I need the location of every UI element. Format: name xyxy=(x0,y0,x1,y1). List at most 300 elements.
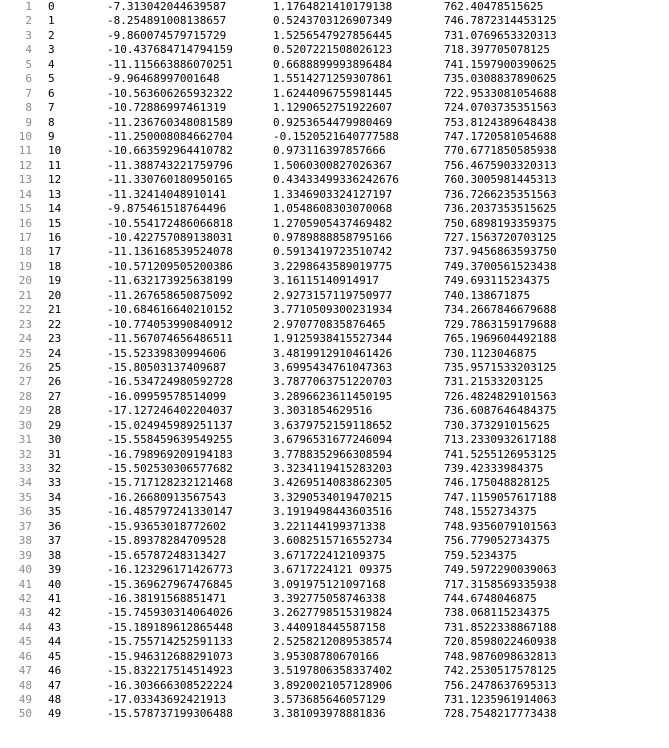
cell-col-0: 28 xyxy=(48,404,62,418)
line-number: 29 xyxy=(18,404,32,418)
cell-col-1: -9.875461518764496 xyxy=(107,202,227,216)
cell-col-2: 1.0548608303070068 xyxy=(273,202,393,216)
cell-col-0: 1 xyxy=(48,14,55,28)
cell-col-2: 3.6796531677246094 xyxy=(273,433,393,447)
cell-col-0: 35 xyxy=(48,505,62,519)
cell-col-1: -16.485797241330147 xyxy=(107,505,233,519)
cell-col-3: 718.397705078125 xyxy=(444,43,550,57)
cell-col-0: 8 xyxy=(48,115,55,129)
table-row xyxy=(0,0,669,14)
cell-col-1: -15.946312688291073 xyxy=(107,649,233,663)
cell-col-0: 32 xyxy=(48,462,62,475)
cell-col-0: 29 xyxy=(48,418,62,432)
cell-col-2: 0.9253654479980469 xyxy=(273,115,393,129)
cell-col-0: 13 xyxy=(48,187,62,201)
cell-col-1: -15.024945989251137 xyxy=(107,418,233,432)
cell-col-2: 0.6688899993896484 xyxy=(273,57,393,71)
cell-col-3: 736.7266235351563 xyxy=(444,187,557,201)
cell-col-3: 746.7872314453125 xyxy=(444,14,557,28)
table-row xyxy=(0,534,669,548)
line-number: 20 xyxy=(18,274,32,288)
cell-col-1: -16.303666308522224 xyxy=(107,678,233,692)
cell-col-3: 742.2530517578125 xyxy=(444,664,557,678)
table-row xyxy=(0,549,669,563)
cell-col-2: 1.1764821410179138 xyxy=(273,0,393,13)
table-row xyxy=(0,72,669,86)
cell-col-2: 0.5913419723510742 xyxy=(273,245,393,259)
table-row xyxy=(0,116,669,130)
cell-col-1: -11.115663886070251 xyxy=(107,57,233,71)
line-number: 10 xyxy=(18,129,32,143)
table-row xyxy=(0,188,669,202)
cell-col-0: 47 xyxy=(48,678,62,692)
cell-col-1: -15.502530306577682 xyxy=(107,462,233,475)
cell-col-2: 3.8920021057128906 xyxy=(273,678,393,692)
cell-col-3: 735.0308837890625 xyxy=(444,72,557,86)
cell-col-2: 3.95308780670166 xyxy=(273,649,379,663)
cell-col-1: -10.422757089138031 xyxy=(107,231,233,244)
cell-col-0: 34 xyxy=(48,490,62,504)
cell-col-1: -11.330760180950165 xyxy=(107,173,233,187)
line-number: 30 xyxy=(18,418,32,432)
cell-col-1: -15.89378284709528 xyxy=(107,534,227,548)
cell-col-2: 1.9125938415527344 xyxy=(273,332,393,346)
line-number: 18 xyxy=(18,245,32,259)
table-row xyxy=(0,606,669,620)
table-row xyxy=(0,231,669,245)
cell-col-3: 717.3158569335938 xyxy=(444,577,557,591)
table-row xyxy=(0,202,669,216)
table-row xyxy=(0,650,669,664)
cell-col-1: -15.189189612865448 xyxy=(107,620,233,634)
cell-col-0: 46 xyxy=(48,664,62,678)
cell-col-1: -15.578737199306488 xyxy=(107,707,233,721)
cell-col-1: -11.136168539524078 xyxy=(107,245,233,259)
cell-col-2: 3.5197806358337402 xyxy=(273,664,393,678)
line-number: 22 xyxy=(18,303,32,317)
cell-col-1: -11.632173925638199 xyxy=(107,274,233,288)
cell-col-0: 20 xyxy=(48,288,62,302)
line-number: 50 xyxy=(18,707,32,721)
line-number: 7 xyxy=(25,86,32,100)
cell-col-2: 3.4269514083862305 xyxy=(273,476,393,490)
table-row xyxy=(0,303,669,317)
cell-col-0: 39 xyxy=(48,563,62,577)
cell-col-0: 9 xyxy=(48,129,55,143)
line-number: 39 xyxy=(18,548,32,562)
cell-col-0: 43 xyxy=(48,620,62,634)
line-number: 32 xyxy=(18,447,32,461)
cell-col-0: 44 xyxy=(48,635,62,649)
cell-col-0: 0 xyxy=(48,0,55,13)
cell-col-3: 749.693115234375 xyxy=(444,274,550,288)
cell-col-2: 2.9273157119750977 xyxy=(273,288,393,302)
cell-col-0: 31 xyxy=(48,447,62,461)
cell-col-2: 2.970770835876465 xyxy=(273,317,386,331)
line-number: 49 xyxy=(18,693,32,706)
cell-col-2: 0.43433499336242676 xyxy=(273,173,399,187)
table-row xyxy=(0,707,669,721)
cell-col-2: 3.221144199371338 xyxy=(273,519,386,533)
table-row xyxy=(0,347,669,361)
cell-col-3: 722.9533081054688 xyxy=(444,86,557,100)
line-number: 24 xyxy=(18,332,32,346)
cell-col-1: -10.437684714794159 xyxy=(107,43,233,57)
cell-col-1: -15.80503137409687 xyxy=(107,360,227,374)
cell-col-1: -11.567074656486511 xyxy=(107,332,233,346)
cell-col-0: 21 xyxy=(48,303,62,317)
table-row xyxy=(0,621,669,635)
cell-col-1: -10.72886997461319 xyxy=(107,101,227,115)
cell-col-3: 760.3005981445313 xyxy=(444,173,557,187)
cell-col-2: 3.3234119415283203 xyxy=(273,462,393,475)
cell-col-1: -11.267658650875092 xyxy=(107,288,233,302)
cell-col-3: 720.8598022460938 xyxy=(444,635,557,649)
table-row xyxy=(0,87,669,101)
cell-col-1: -15.52339830994606 xyxy=(107,346,227,360)
cell-col-3: 730.1123046875 xyxy=(444,346,537,360)
cell-col-2: 1.5514271259307861 xyxy=(273,72,393,86)
line-number: 42 xyxy=(18,591,32,605)
cell-col-3: 762.40478515625 xyxy=(444,0,544,13)
line-number: 12 xyxy=(18,158,32,172)
cell-col-2: 3.091975121097168 xyxy=(273,577,386,591)
cell-col-1: -16.798969209194183 xyxy=(107,447,233,461)
table-row xyxy=(0,679,669,693)
cell-col-3: 749.5972290039063 xyxy=(444,563,557,577)
cell-col-0: 10 xyxy=(48,144,62,158)
table-row xyxy=(0,563,669,577)
cell-col-0: 17 xyxy=(48,245,62,259)
cell-col-1: -9.860074579715729 xyxy=(107,28,227,42)
cell-col-0: 27 xyxy=(48,389,62,403)
line-number: 8 xyxy=(25,101,32,115)
cell-col-1: -16.38191568851471 xyxy=(107,591,227,605)
cell-col-3: 731.1235961914063 xyxy=(444,693,557,706)
table-row xyxy=(0,58,669,72)
cell-col-0: 25 xyxy=(48,360,62,374)
table-row xyxy=(0,476,669,490)
cell-col-1: -7.313042044639587 xyxy=(107,0,227,13)
cell-col-2: 3.6379752159118652 xyxy=(273,418,393,432)
line-number: 9 xyxy=(25,115,32,129)
cell-col-3: 728.7548217773438 xyxy=(444,707,557,721)
cell-col-2: 3.392775058746338 xyxy=(273,591,386,605)
line-number: 16 xyxy=(18,216,32,230)
cell-col-0: 5 xyxy=(48,72,55,86)
cell-col-0: 14 xyxy=(48,202,62,216)
cell-col-2: 3.671722412109375 xyxy=(273,548,386,562)
cell-col-3: 747.1720581054688 xyxy=(444,129,557,143)
cell-col-2: 1.1290652751922607 xyxy=(273,101,393,115)
line-number: 45 xyxy=(18,635,32,649)
cell-col-3: 744.6748046875 xyxy=(444,591,537,605)
cell-col-0: 18 xyxy=(48,259,62,273)
cell-col-1: -15.832217514514923 xyxy=(107,664,233,678)
cell-col-1: -10.774053990840912 xyxy=(107,317,233,331)
cell-col-0: 33 xyxy=(48,476,62,490)
line-number: 17 xyxy=(18,231,32,244)
table-row xyxy=(0,375,669,389)
cell-col-2: 3.6717224121 09375 xyxy=(273,563,393,577)
cell-col-1: -15.745930314064026 xyxy=(107,606,233,620)
cell-col-1: -15.558459639549255 xyxy=(107,433,233,447)
cell-col-1: -15.717128232121468 xyxy=(107,476,233,490)
cell-col-1: -16.26680913567543 xyxy=(107,490,227,504)
cell-col-0: 3 xyxy=(48,43,55,57)
table-row xyxy=(0,390,669,404)
cell-col-2: 3.440918445587158 xyxy=(273,620,386,634)
cell-col-2: 0.973116397857666 xyxy=(273,144,386,158)
cell-col-0: 22 xyxy=(48,317,62,331)
cell-col-0: 37 xyxy=(48,534,62,548)
cell-col-1: -15.93653018772602 xyxy=(107,519,227,533)
cell-col-3: 746.175048828125 xyxy=(444,476,550,490)
line-number: 37 xyxy=(18,519,32,533)
cell-col-1: -15.369627967476845 xyxy=(107,577,233,591)
table-row xyxy=(0,332,669,346)
cell-col-3: 756.4675903320313 xyxy=(444,158,557,172)
cell-col-1: -17.127246402204037 xyxy=(107,404,233,418)
cell-col-2: 3.1919498443603516 xyxy=(273,505,393,519)
cell-col-3: 741.1597900390625 xyxy=(444,57,557,71)
line-number: 44 xyxy=(18,620,32,634)
cell-col-0: 42 xyxy=(48,606,62,620)
line-number: 27 xyxy=(18,375,32,389)
line-number: 13 xyxy=(18,173,32,187)
cell-col-2: 1.3346903324127197 xyxy=(273,187,393,201)
cell-col-0: 40 xyxy=(48,577,62,591)
cell-col-0: 23 xyxy=(48,332,62,346)
cell-col-2: 0.5243703126907349 xyxy=(273,14,393,28)
table-row xyxy=(0,43,669,57)
cell-col-1: -8.254891008138657 xyxy=(107,14,227,28)
cell-col-2: 0.5207221508026123 xyxy=(273,43,393,57)
table-row xyxy=(0,491,669,505)
line-number: 1 xyxy=(25,0,32,13)
cell-col-3: 750.6898193359375 xyxy=(444,216,557,230)
line-number: 25 xyxy=(18,346,32,360)
cell-col-3: 735.9571533203125 xyxy=(444,360,557,374)
line-number: 35 xyxy=(18,490,32,504)
line-number: 15 xyxy=(18,202,32,216)
cell-col-1: -17.03343692421913 xyxy=(107,693,227,706)
cell-col-3: 748.9356079101563 xyxy=(444,519,557,533)
cell-col-0: 24 xyxy=(48,346,62,360)
line-number: 33 xyxy=(18,462,32,475)
table-row xyxy=(0,144,669,158)
cell-col-2: 3.573685646057129 xyxy=(273,693,386,706)
cell-col-2: 3.6995434761047363 xyxy=(273,360,393,374)
cell-col-3: 724.0703735351563 xyxy=(444,101,557,115)
cell-col-2: 3.16115140914917 xyxy=(273,274,379,288)
cell-col-2: 1.6244096755981445 xyxy=(273,86,393,100)
line-number: 6 xyxy=(25,72,32,86)
table-row xyxy=(0,433,669,447)
cell-col-3: 741.5255126953125 xyxy=(444,447,557,461)
line-number: 26 xyxy=(18,360,32,374)
cell-col-3: 749.3700561523438 xyxy=(444,259,557,273)
cell-col-2: 3.2627798515319824 xyxy=(273,606,393,620)
line-number: 31 xyxy=(18,433,32,447)
cell-col-3: 713.2330932617188 xyxy=(444,433,557,447)
line-number: 19 xyxy=(18,259,32,273)
line-number: 41 xyxy=(18,577,32,591)
cell-col-1: -10.684616640210152 xyxy=(107,303,233,317)
cell-col-1: -11.388743221759796 xyxy=(107,158,233,172)
cell-col-0: 12 xyxy=(48,173,62,187)
cell-col-0: 48 xyxy=(48,693,62,706)
cell-col-1: -9.96468997001648 xyxy=(107,72,220,86)
line-number: 3 xyxy=(25,28,32,42)
table-row xyxy=(0,14,669,28)
line-number: 23 xyxy=(18,317,32,331)
line-number: 34 xyxy=(18,476,32,490)
line-number: 11 xyxy=(18,144,32,158)
cell-col-3: 727.1563720703125 xyxy=(444,231,557,244)
cell-col-3: 736.6087646484375 xyxy=(444,404,557,418)
cell-col-2: 3.6082515716552734 xyxy=(273,534,393,548)
table-row xyxy=(0,404,669,418)
cell-col-3: 748.9876098632813 xyxy=(444,649,557,663)
cell-col-3: 765.1969604492188 xyxy=(444,332,557,346)
cell-col-1: -16.534724980592728 xyxy=(107,375,233,389)
table-row xyxy=(0,289,669,303)
cell-col-2: 1.5060300827026367 xyxy=(273,158,393,172)
cell-col-0: 16 xyxy=(48,231,62,244)
line-number: 21 xyxy=(18,288,32,302)
table-row xyxy=(0,419,669,433)
cell-col-1: -15.755714252591133 xyxy=(107,635,233,649)
table-row xyxy=(0,318,669,332)
cell-col-1: -11.236760348081589 xyxy=(107,115,233,129)
table-row xyxy=(0,592,669,606)
line-number: 38 xyxy=(18,534,32,548)
cell-col-0: 15 xyxy=(48,216,62,230)
cell-col-0: 38 xyxy=(48,548,62,562)
table-row xyxy=(0,260,669,274)
cell-col-3: 759.5234375 xyxy=(444,548,517,562)
cell-col-3: 731.8522338867188 xyxy=(444,620,557,634)
cell-col-1: -11.250008084662704 xyxy=(107,129,233,143)
table-row xyxy=(0,664,669,678)
cell-col-1: -16.123296171426773 xyxy=(107,563,233,577)
cell-col-1: -10.571209505200386 xyxy=(107,259,233,273)
line-number: 40 xyxy=(18,563,32,577)
cell-col-0: 19 xyxy=(48,274,62,288)
table-row xyxy=(0,29,669,43)
table-row xyxy=(0,274,669,288)
line-number: 2 xyxy=(25,14,32,28)
table-row xyxy=(0,361,669,375)
line-number: 28 xyxy=(18,389,32,403)
line-number: 5 xyxy=(25,57,32,71)
table-row xyxy=(0,173,669,187)
cell-col-3: 731.0769653320313 xyxy=(444,28,557,42)
cell-col-3: 737.9456863593750 xyxy=(444,245,557,259)
cell-col-2: 2.5258212089538574 xyxy=(273,635,393,649)
cell-col-0: 7 xyxy=(48,101,55,115)
cell-col-3: 726.4824829101563 xyxy=(444,389,557,403)
table-row xyxy=(0,520,669,534)
cell-col-2: 1.2705905437469482 xyxy=(273,216,393,230)
cell-col-2: 1.5256547927856445 xyxy=(273,28,393,42)
cell-col-0: 45 xyxy=(48,649,62,663)
table-row xyxy=(0,505,669,519)
cell-col-1: -10.554172486066818 xyxy=(107,216,233,230)
table-row xyxy=(0,101,669,115)
cell-col-1: -15.65787248313427 xyxy=(107,548,227,562)
cell-col-0: 30 xyxy=(48,433,62,447)
cell-col-1: -11.32414048910141 xyxy=(107,187,227,201)
cell-col-1: -10.663592964410782 xyxy=(107,144,233,158)
cell-col-0: 41 xyxy=(48,591,62,605)
cell-col-3: 730.373291015625 xyxy=(444,418,550,432)
cell-col-3: 739.42333984375 xyxy=(444,462,544,475)
cell-col-2: 3.2298643589019775 xyxy=(273,259,393,273)
cell-col-3: 729.7863159179688 xyxy=(444,317,557,331)
cell-col-3: 740.138671875 xyxy=(444,288,531,302)
cell-col-0: 6 xyxy=(48,86,55,100)
line-number: 47 xyxy=(18,664,32,678)
cell-col-3: 738.068115234375 xyxy=(444,606,550,620)
cell-col-3: 747.1159057617188 xyxy=(444,490,557,504)
cell-col-2: 3.4819912910461426 xyxy=(273,346,393,360)
cell-col-2: 3.7788352966308594 xyxy=(273,447,393,461)
cell-col-2: -0.1520521640777588 xyxy=(273,129,399,143)
cell-col-2: 3.2896623611450195 xyxy=(273,389,393,403)
cell-col-3: 731.21533203125 xyxy=(444,375,544,389)
cell-col-1: -16.09959578514099 xyxy=(107,389,227,403)
line-number: 46 xyxy=(18,649,32,663)
cell-col-2: 3.7710509300231934 xyxy=(273,303,393,317)
line-number: 14 xyxy=(18,187,32,201)
cell-col-0: 49 xyxy=(48,707,62,721)
cell-col-0: 36 xyxy=(48,519,62,533)
cell-col-3: 736.2037353515625 xyxy=(444,202,557,216)
table-row xyxy=(0,159,669,173)
cell-col-2: 3.3031854629516 xyxy=(273,404,373,418)
cell-col-2: 3.3290534019470215 xyxy=(273,490,393,504)
cell-col-3: 748.1552734375 xyxy=(444,505,537,519)
line-number: 36 xyxy=(18,505,32,519)
table-row xyxy=(0,693,669,707)
table-row xyxy=(0,635,669,649)
cell-col-2: 3.7877063751220703 xyxy=(273,375,393,389)
table-row xyxy=(0,130,669,144)
cell-col-0: 2 xyxy=(48,28,55,42)
cell-col-2: 0.9789888858795166 xyxy=(273,231,393,244)
cell-col-1: -10.563606265932322 xyxy=(107,86,233,100)
table-row xyxy=(0,245,669,259)
cell-col-0: 4 xyxy=(48,57,55,71)
cell-col-0: 26 xyxy=(48,375,62,389)
cell-col-3: 753.8124389648438 xyxy=(444,115,557,129)
cell-col-3: 756.779052734375 xyxy=(444,534,550,548)
line-number: 48 xyxy=(18,678,32,692)
table-row xyxy=(0,462,669,476)
cell-col-0: 11 xyxy=(48,158,62,172)
table-row xyxy=(0,448,669,462)
table-row xyxy=(0,578,669,592)
cell-col-3: 770.6771850585938 xyxy=(444,144,557,158)
line-number: 4 xyxy=(25,43,32,57)
table-row xyxy=(0,217,669,231)
cell-col-3: 734.2667846679688 xyxy=(444,303,557,317)
cell-col-3: 756.2478637695313 xyxy=(444,678,557,692)
cell-col-2: 3.381093978881836 xyxy=(273,707,386,721)
line-number: 43 xyxy=(18,606,32,620)
